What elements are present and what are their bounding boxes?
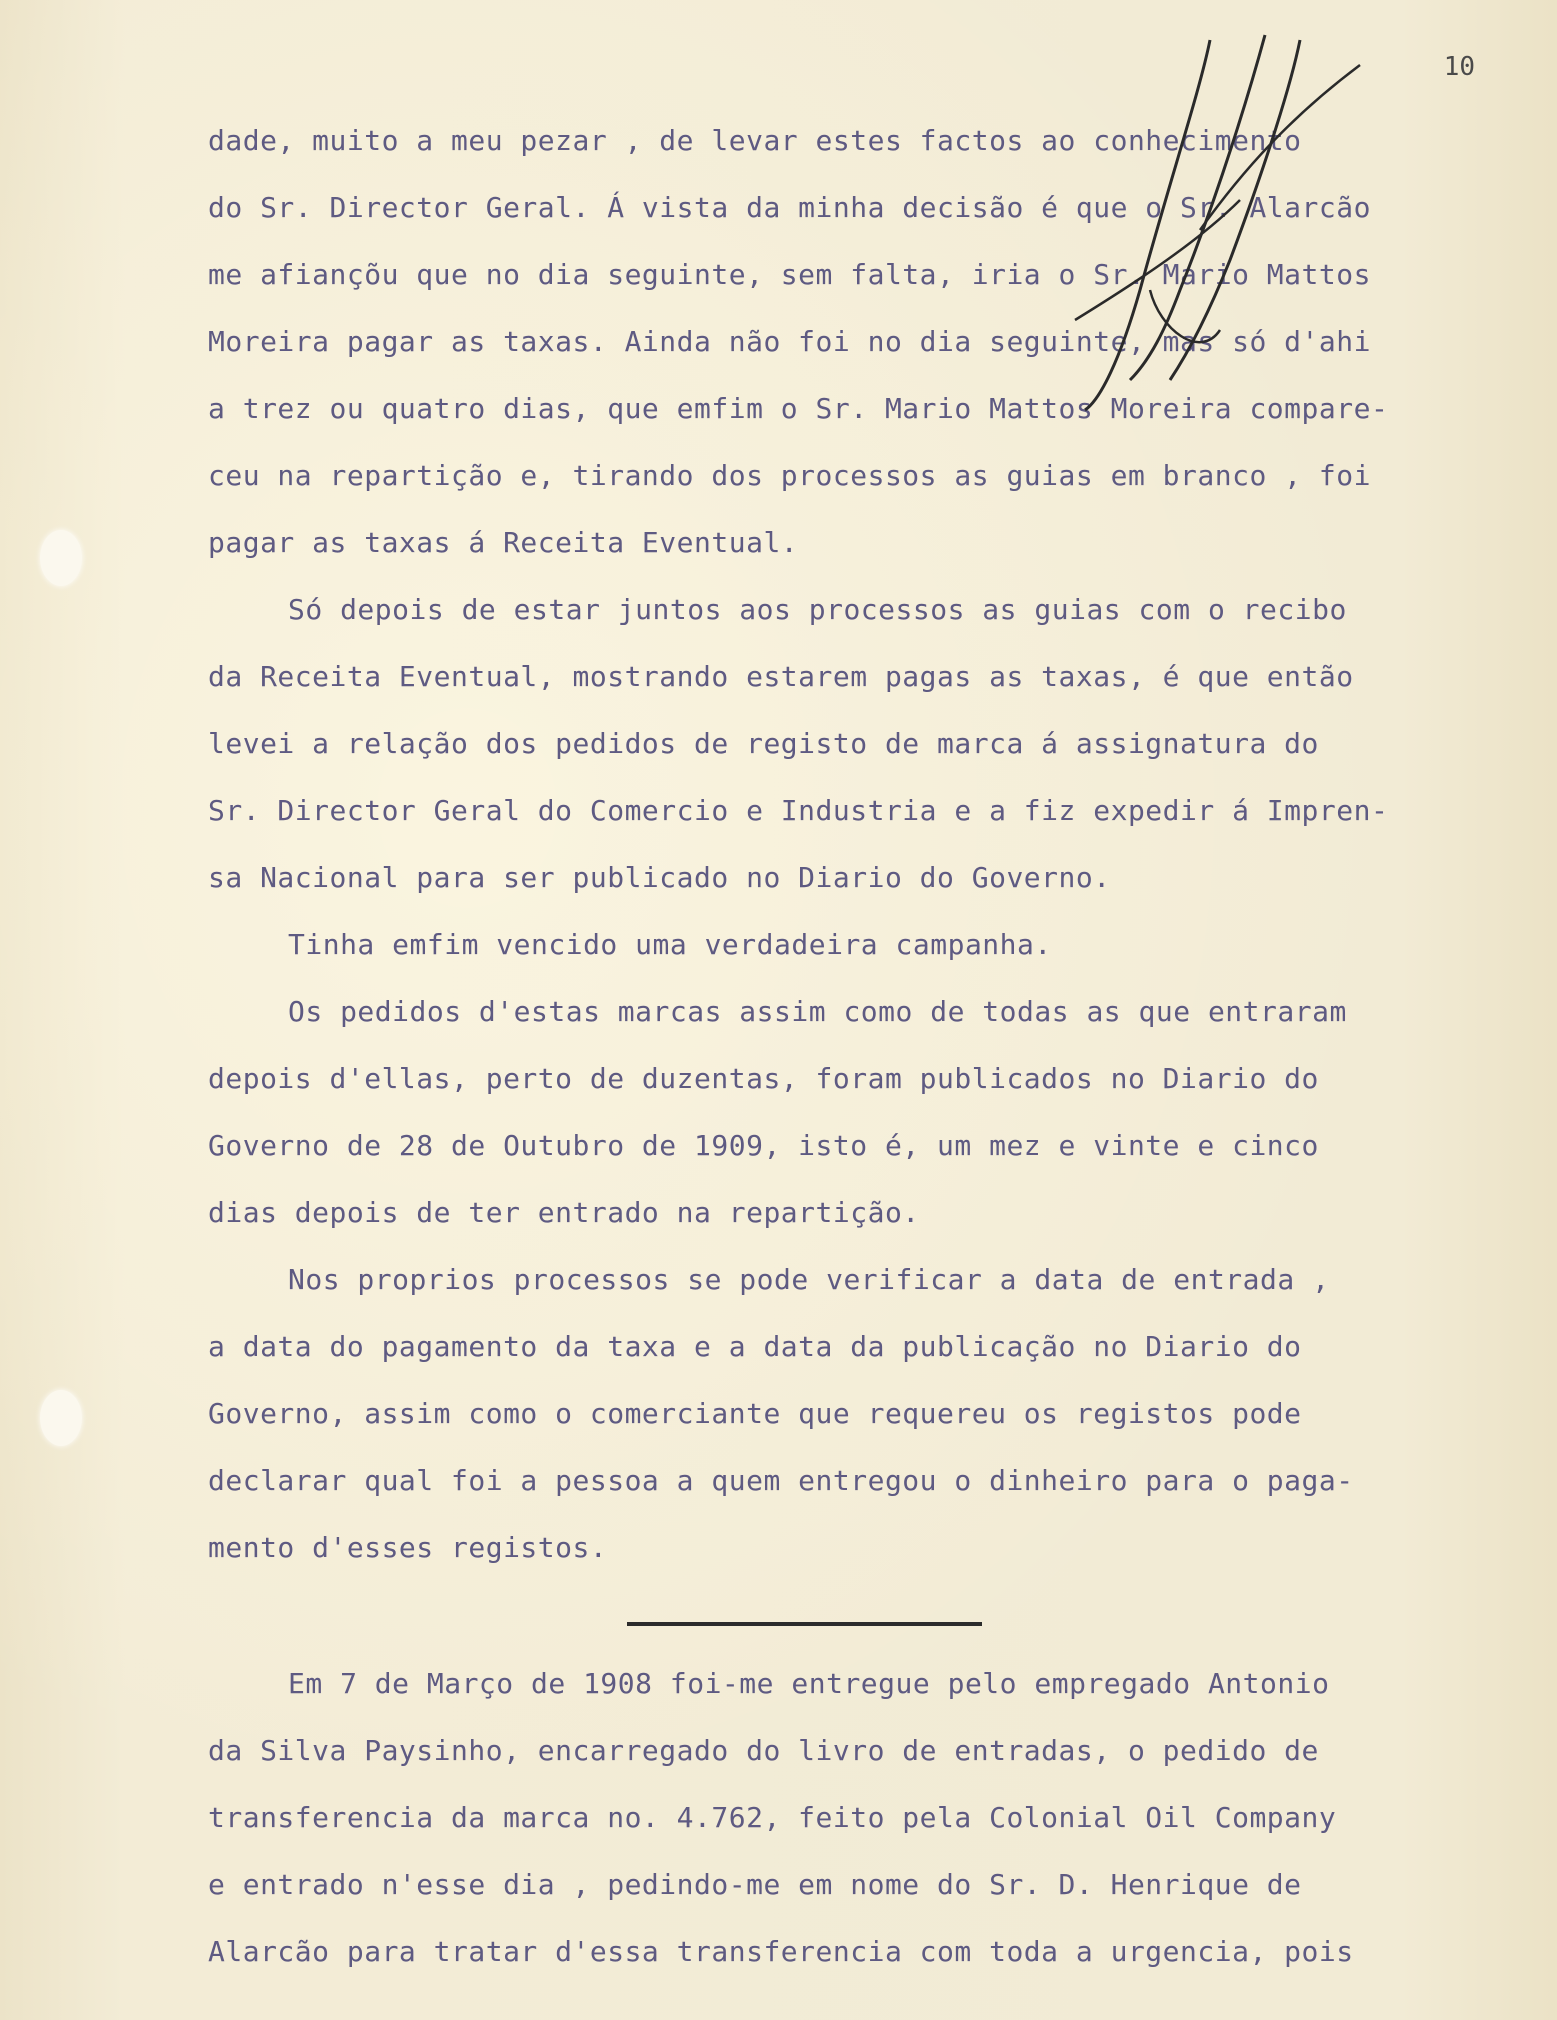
text-line: do Sr. Director Geral. Á vista da minha decisão é que o Sr. Alarcão — [208, 191, 1371, 224]
text-line: Governo de 28 de Outubro de 1909, isto é, um mez e vinte e cinco — [208, 1129, 1319, 1162]
punch-hole — [40, 1390, 82, 1446]
text-line: Governo, assim como o comerciante que requereu os registos pode — [208, 1397, 1302, 1430]
text-line: Moreira pagar as taxas. Ainda não foi no dia seguinte, mas só d'ahi — [208, 325, 1371, 358]
punch-hole — [40, 530, 82, 586]
text-line: a trez ou quatro dias, que emfim o Sr. Mario Mattos Moreira compare- — [208, 392, 1389, 425]
text-line: mento d'esses registos. — [208, 1531, 608, 1564]
text-line: da Receita Eventual, mostrando estarem pagas as taxas, é que então — [208, 660, 1354, 693]
text-line: Tinha emfim vencido uma verdadeira campanha. — [288, 928, 1052, 961]
text-line: transferencia da marca no. 4.762, feito pela Colonial Oil Company — [208, 1801, 1337, 1834]
text-line: dade, muito a meu pezar , de levar estes factos ao conhecimento — [208, 124, 1302, 157]
page-number: 10 — [1443, 52, 1475, 82]
text-line: pagar as taxas á Receita Eventual. — [208, 526, 799, 559]
text-line: a data do pagamento da taxa e a data da publicação no Diario do — [208, 1330, 1302, 1363]
text-line: depois d'ellas, perto de duzentas, foram publicados no Diario do — [208, 1062, 1319, 1095]
text-line: sa Nacional para ser publicado no Diario do Governo. — [208, 861, 1111, 894]
text-line: Os pedidos d'estas marcas assim como de todas as que entraram — [288, 995, 1347, 1028]
text-line: e entrado n'esse dia , pedindo-me em nome do Sr. D. Henrique de — [208, 1868, 1302, 1901]
text-line: me afiançõu que no dia seguinte, sem falta, iria o Sr. Mario Mattos — [208, 258, 1371, 291]
text-line: Sr. Director Geral do Comercio e Industria e a fiz expedir á Impren- — [208, 794, 1389, 827]
text-line: Em 7 de Março de 1908 foi-me entregue pelo empregado Antonio — [288, 1667, 1330, 1700]
handwritten-signature — [1000, 30, 1380, 430]
text-line: dias depois de ter entrado na repartição. — [208, 1196, 920, 1229]
text-line: Nos proprios processos se pode verificar a data de entrada , — [288, 1263, 1330, 1296]
text-line: Só depois de estar juntos aos processos as guias com o recibo — [288, 593, 1347, 626]
text-line: declarar qual foi a pessoa a quem entregou o dinheiro para o paga- — [208, 1464, 1354, 1497]
text-line: da Silva Paysinho, encarregado do livro de entradas, o pedido de — [208, 1734, 1319, 1767]
text-line: ceu na repartição e, tirando dos processos as guias em branco , foi — [208, 459, 1371, 492]
text-line: Alarcão para tratar d'essa transferencia com toda a urgencia, pois — [208, 1935, 1354, 1968]
section-divider — [627, 1622, 982, 1626]
text-line: levei a relação dos pedidos de registo de marca á assignatura do — [208, 727, 1319, 760]
